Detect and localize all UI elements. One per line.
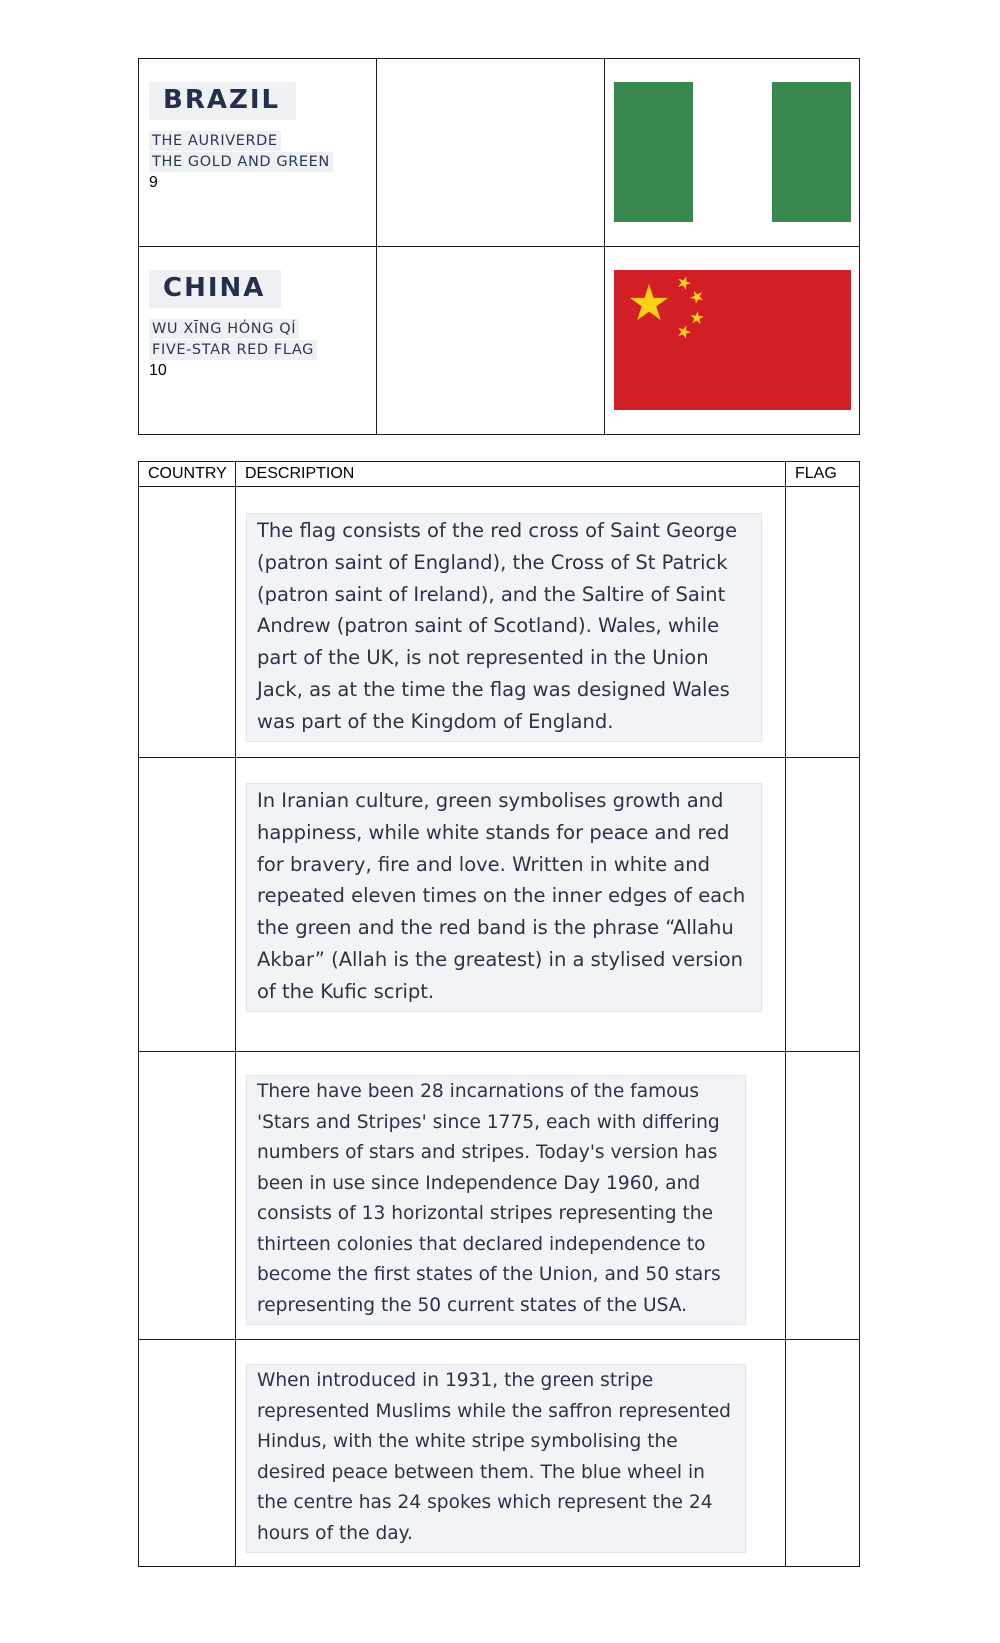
description-text: The flag consists of the red cross of Saint George (patron saint of England), the Cross of St Patrick (patron saint of Ireland), and the Saltire of Saint Andrew (patron saint of Scotland). Wales, while part of the UK, is not represented in the Union Jack, as at the time the flag was designed Wales was part of the Kingdom of England. [246, 513, 762, 742]
table-row [139, 247, 860, 435]
country-answer-cell[interactable] [139, 487, 236, 758]
empty-cell[interactable] [377, 247, 605, 435]
country-number: 9 [149, 174, 158, 191]
country-info [149, 82, 333, 192]
flag-stripe-middle [693, 82, 773, 222]
country-name: CHINA [149, 270, 281, 308]
description-text: When introduced in 1931, the green stripe represented Muslims while the saffron represented Hindus, with the white stripe symbolising the desired peace between them. The blue wheel in the centre has 24 spokes which represent the 24 hours of the day. [246, 1364, 746, 1553]
country-answer-cell[interactable] [139, 1340, 236, 1567]
country-answer-cell[interactable] [139, 1052, 236, 1340]
flag-answer-cell[interactable] [786, 487, 860, 758]
flag-cell [605, 247, 860, 435]
china-flag-image [614, 270, 851, 410]
country-cell [139, 59, 377, 247]
flag-answer-cell[interactable] [786, 1052, 860, 1340]
country-info [149, 270, 317, 380]
description-text: In Iranian culture, green symbolises growth and happiness, while white stands for peace and red for bravery, fire and love. Written in white and repeated eleven times on the inner edges of each the green and the red band is the phrase “Allahu Akbar” (Allah is the greatest) in a stylised version of the Kufic script. [246, 783, 762, 1012]
country-name: BRAZIL [149, 82, 296, 120]
description-cell [236, 758, 786, 1052]
header-country: COUNTRY [139, 462, 236, 487]
country-answer-cell[interactable] [139, 758, 236, 1052]
green-white-green-flag-image [614, 82, 851, 222]
table-row [139, 487, 860, 758]
country-flag-table [138, 58, 860, 435]
description-text: There have been 28 incarnations of the famous 'Stars and Stripes' since 1775, each with differing numbers of stars and stripes. Today's version has been in use since Independence Day 1960, and consists of 13 horizontal stripes representing the thirteen colonies that declared independence to become the first states of the Union, and 50 stars representing the 50 current states of the USA. [246, 1075, 746, 1325]
country-number: 10 [149, 362, 167, 379]
flag-stripe-right [772, 82, 851, 222]
flag-cell [605, 59, 860, 247]
country-cell [139, 247, 377, 435]
header-flag: FLAG [786, 462, 860, 487]
table-header-row [139, 462, 860, 487]
table-row [139, 59, 860, 247]
table-row [139, 758, 860, 1052]
country-subtitle: THE GOLD AND GREEN [149, 152, 333, 172]
empty-cell[interactable] [377, 59, 605, 247]
flag-stripe-left [614, 82, 694, 222]
table-row [139, 1052, 860, 1340]
flag-answer-cell[interactable] [786, 758, 860, 1052]
flag-answer-cell[interactable] [786, 1340, 860, 1567]
country-subtitle: FIVE-STAR RED FLAG [149, 340, 317, 360]
description-cell [236, 487, 786, 758]
description-cell [236, 1052, 786, 1340]
description-cell [236, 1340, 786, 1567]
flag-description-table [138, 461, 860, 1567]
table-row [139, 1340, 860, 1567]
header-description: DESCRIPTION [236, 462, 786, 487]
country-subtitle: THE AURIVERDE [149, 131, 281, 151]
country-subtitle: WU XĪNG HÓNG QÍ [149, 319, 299, 339]
